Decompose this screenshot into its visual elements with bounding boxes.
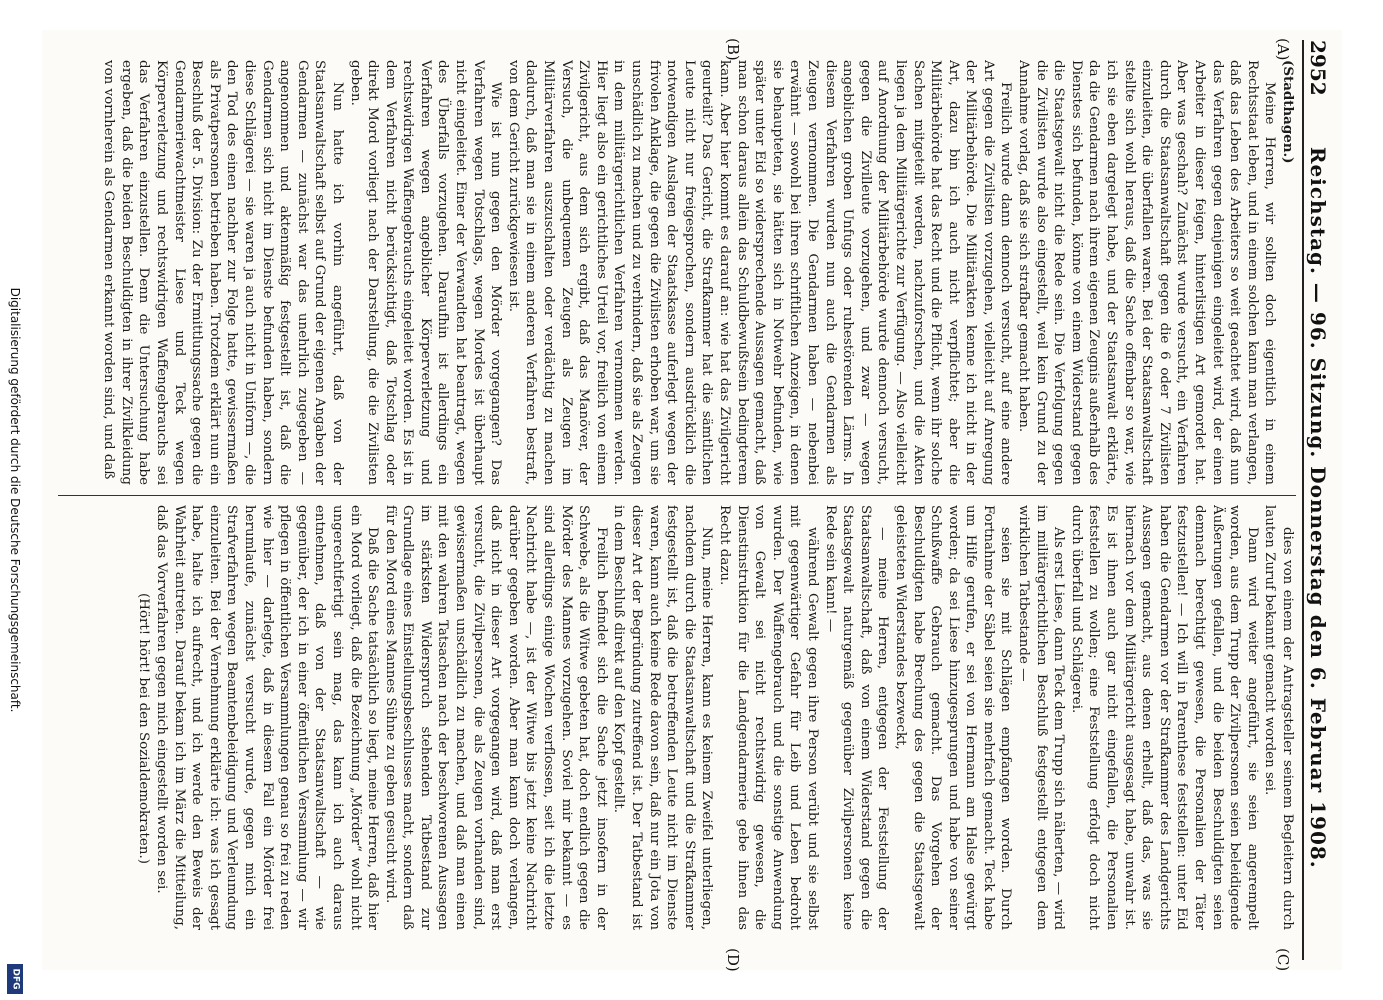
paragraph: Nun hatte ich vorhin angeführt, daß von der Staatsanwaltschaft selbst auf Grund der eigenen Angaben der Gendarmen — zunächst war das unehrlich zugegeben — angenommen und aktenmäßig festgestellt ist, daß die Gendarmen sich nicht im Dienste befunden haben, sondern diese Schlägerei — sie waren ja auch nicht in Uniform —, die den Tod des einen nachher zur Folge hatte, gewissermaßen als Privatpersonen betrieben haben. Trotzdem erklärt nun ein Beschluß der 5. Division: Zu der Ermittlungssache gegen die Gendarmeriewachtmeister Liese und Teck wegen Körperverletzung und rechtswidrigen Waffengebrauchs sei das Verfahren einzustellen. Denn die Untersuchung habe ergeben, daß die beiden Beschuldigten in ihrer Zivilkleidung von vornherein als Gendarmen erkannt worden sind, und daß (100, 60, 345, 485)
margin-marker-b: (B) (723, 38, 742, 61)
header-rule (1302, 40, 1304, 960)
paragraph: dies von einem der Antragsteller seinem Begleitern durch lauten Zuruf bekannt gemacht worden sei. (1261, 505, 1295, 930)
paragraph: seien sie mit Schlägen empfangen worden. Durch Fortnahme der Säbel seien sie mehrfach gemacht. Teck habe um Hilfe gerufen, er sei von Hermann am Halse gewürgt worden; da sei Liese hinzugesprungen und habe von seiner Schußwaffe Gebrauch gemacht. Das Vorgehen der Beschuldigten habe Brechung des gegen die Staatsgewalt geleisteten Widerstandes bezweckt, (892, 505, 1013, 930)
margin-marker-d: (D) (723, 948, 742, 972)
margin-marker-c: (C) (1273, 948, 1292, 972)
paragraph: Als erst Liese, dann Teck dem Trupp sich näherten, — wird im militärgerichtlichen Beschluß festgestellt entgegen dem wirklichen Tatbestande — (1015, 505, 1066, 930)
digitization-credit: Digitalisierung gefördert durch die Deutsche Forschungsgemeinschaft. (8, 287, 22, 713)
paragraph: Daß die Sache tatsächlich so liegt, meine Herren, daß hier ein Mord vorliegt, daß die Bezeichnung „Mörder“ wohl nicht ungerechtfertigt sein mag, das kann ich auch daraus entnehmen, daß von der Staatsanwaltschaft — wie gegenüber, der ich in einer öffentlichen Versammlung — wir pflegen in öffentlichen Versammlungen genau so frei zu reden wie hier — darlegte, daß in diesem Fall ein Mörder frei herumlaufe, zunächst versucht wurde, gegen mich ein Strafverfahren wegen Beamtenbeleidigung und Verleumdung einzuleiten. Bei der Vernehmung erklärte ich: was ich gesagt habe, halte ich aufrecht, und ich werde den Beweis der Wahrheit antreten. Darauf bekam ich im März die Mitteilung, daß das Vorverfahren gegen mich eingestellt worden sei. (153, 505, 380, 930)
interjection: (Hört! hört! bei den Sozialdemokraten.) (135, 593, 151, 864)
column-divider (58, 495, 1296, 496)
paragraph: Meine Herren, wir sollten doch eigentlich in einem Rechtsstaat leben, und in einem solchen kann man verlangen, daß das Leben des Arbeiters so weit geachtet wird, daß nun das Verfahren gegen denjenigen eingeleitet wird, der einen Arbeiter in dieser feigen, hinterlistigen Art gemordet hat. Aber was geschah? Zunächst wurde versucht, ein Verfahren durch die Staatsanwaltschaft gegen die 6 oder 7 Zivilisten einzuleiten, die überfallen waren. Bei der Staatsanwaltschaft stellte sich wohl heraus, daß die Sache offenbar so war, wie ich sie eben dargelegt habe, und der Staatsanwalt erklärte, da die Gendarmen nach ihrem eigenen Zeugnis außerhalb des Dienstes sich befunden, könne von einem Widerstand gegen die Staatsgewalt nicht die Rede sein. Die Verfolgung gegen die Zivilisten wurde also eingestellt, weil kein Grund zu der Annahme vorlag, daß sie sich strafbar gemacht haben. (1015, 60, 1277, 485)
paragraph: während Gewalt gegen ihre Person verübt und sie selbst mit gegenwärtiger Gefahr für Leib und Leben bedroht wurden. Der Waffengebrauch und die sonstige Anwendung von Gewalt sei nicht rechtswidrig gewesen, die Dienstinstruktion für die Landgendarmerie gebe ihnen das Recht dazu. (716, 505, 820, 930)
paragraph: Dann wird weiter angeführt, sie seien angerempelt worden, aus dem Trupp der Zivilpersonen seien beleidigende Äußerungen gefallen, und die beiden Beschuldigten seien demnach berechtigt gewesen, die Personalien der Täter festzustellen! — Ich will in Parenthese feststellen: unter Eid haben die Gendarmen vor der Strafkammer des Landgerichts Aussagen gemacht, aus denen erhellt, daß das, was sie hiernach vor dem Militärgericht ausgesagt habe, unwahr ist. Es ist ihnen auch gar nicht eingefallen, die Personalien feststellen zu wollen; eine Feststellung erfolgt doch nicht durch überfall und Schlägerei. (1068, 505, 1260, 930)
paragraph: — meine Herren, entgegen der Feststellung der Staatsanwaltschaft, daß von einem Widerstand gegen die Staatsgewalt naturgemäß gegenüber Zivilpersonen keine Rede sein kann! — (822, 505, 890, 930)
session-title: Reichstag. — 96. Sitzung. Donnerstag den 6. Februar 1908. (1305, 146, 1330, 869)
margin-marker-a: (A) (1273, 38, 1292, 61)
sidebar (4, 0, 26, 1000)
page-header (1306, 40, 1336, 960)
paragraph: Freilich befindet sich die Sache jetzt insofern in der Schwebe, als die Witwe gebeten hat, doch endlich gegen die Mörder des Mannes vorzugehen. Soviel mir bekannt — es sind allerdings einige Wochen verflossen, seit ich die letzte Nachricht habe —, ist der Witwe bis jetzt keine Nachricht darüber gegeben worden. Aber man kann doch verlangen, daß nicht in dieser Art vorgegangen wird, daß man erst versucht, die Zivilpersonen, die als Zeugen vorhanden sind, gewissermaßen unschädlich zu machen, und daß man einen mit den wahren Tatsachen nach der beschworenen Aussagen im stärksten Widerspruch stehenden Tatbestand zur Grundlage eines Einstellungsbeschlusses macht, sondern daß für den Mord eines Mannes Sühne zu geben gesucht wird. (382, 505, 609, 930)
right-column (58, 505, 1296, 930)
speaker-name: (Stadthagen.) (1279, 60, 1296, 164)
left-column (58, 60, 1296, 485)
scanned-page (42, 30, 1342, 970)
page-number: 2952 (1305, 40, 1330, 96)
paragraph: Freilich wurde dann dennoch versucht, auf eine andere Art gegen die Zivilisten vorzugehen, vielleicht auf Anregung der Militärbehörde. Die Militärakten kenne ich nicht in der Art, dazu bin ich auch nicht verpflichtet; aber die Militärbehörde hat das Recht und die Pflicht, wenn ihr solche Sachen mitgeteilt werden, nachzuforschen, und die Akten liegen ja dem Militärgerichte zur Verfügung. — Also vielleicht auf Anordnung der Militärbehörde wurde dennoch versucht, gegen die Zivilleute vorzugehen, und zwar — wegen angeblichen groben Unfugs oder ruhestörenden Lärms. In diesem Verfahren wurden nun auch die Gendarmen als Zeugen vernommen. Die Gendarmen haben — nebenbei erwähnt — sowohl bei ihren schriftlichen Anzeigen, in denen sie behaupteten, sie hätten sich in Notwehr befunden, wie später unter Eid so widersprechende Aussagen gemacht, daß man schon daraus allein das Schuldbewußtsein bedingterem kann. Aber hier kommt es darauf an: wie hat das Zivilgericht geurteilt? Das Gericht, die Strafkammer hat die sämtlichen Leute nicht nur freigesprochen, sondern ausdrücklich die notwendigen Auslagen der Staatskasse auferlegt wegen der frivolen Anklage, die gegen die Zivilisten erhoben war, um sie unschädlich zu machen und zu verhindern, daß sie als Zeugen in dem militärgerichtlichen Verfahren vernommen werden. Hier liegt also ein gerichtliches Urteil vor, freilich von einem Zivilgericht, aus dem sich ergibt, daß das Manöver, der Versuch, die unbequemen Zeugen als Zeugen im Militärverfahren auszuschalten oder verdächtig zu machen dadurch, daß man sie in einem anderen Verfahren bestraft, von dem Gericht zurückgewiesen ist. (505, 60, 1013, 485)
paragraph: Nun, meine Herren, kann es keinem Zweifel unterliegen, nachdem durch die Staatsanwaltschaft und die Strafkammer festgestellt ist, daß die betreffenden Leute nicht im Dienste waren, kann auch keine Rede davon sein, daß nur ein Jota von dieser Art der Begründung zutreffend ist. Der Tatbestand ist in dem Beschluß direkt auf den Kopf gestellt. (610, 505, 714, 930)
dfg-logo-icon: DFG (7, 964, 23, 994)
paragraph: Wie ist nun gegen den Mörder vorgegangen? Das Verfahren wegen Totschlags, wegen Mordes ist überhaupt nicht eingeleitet. Einer der Verwandten hat beantragt, wegen des Überfalls vorzugehen. Daraufhin ist allerdings ein Verfahren wegen angeblicher Körperverletzung und rechtswidrigen Waffengebrauchs eingeleitet worden. Es ist in dem Verfahren nicht berücksichtigt, daß Totschlag oder direkt Mord vorliegt nach der Darstellung, die die Zivilisten geben. (347, 60, 503, 485)
